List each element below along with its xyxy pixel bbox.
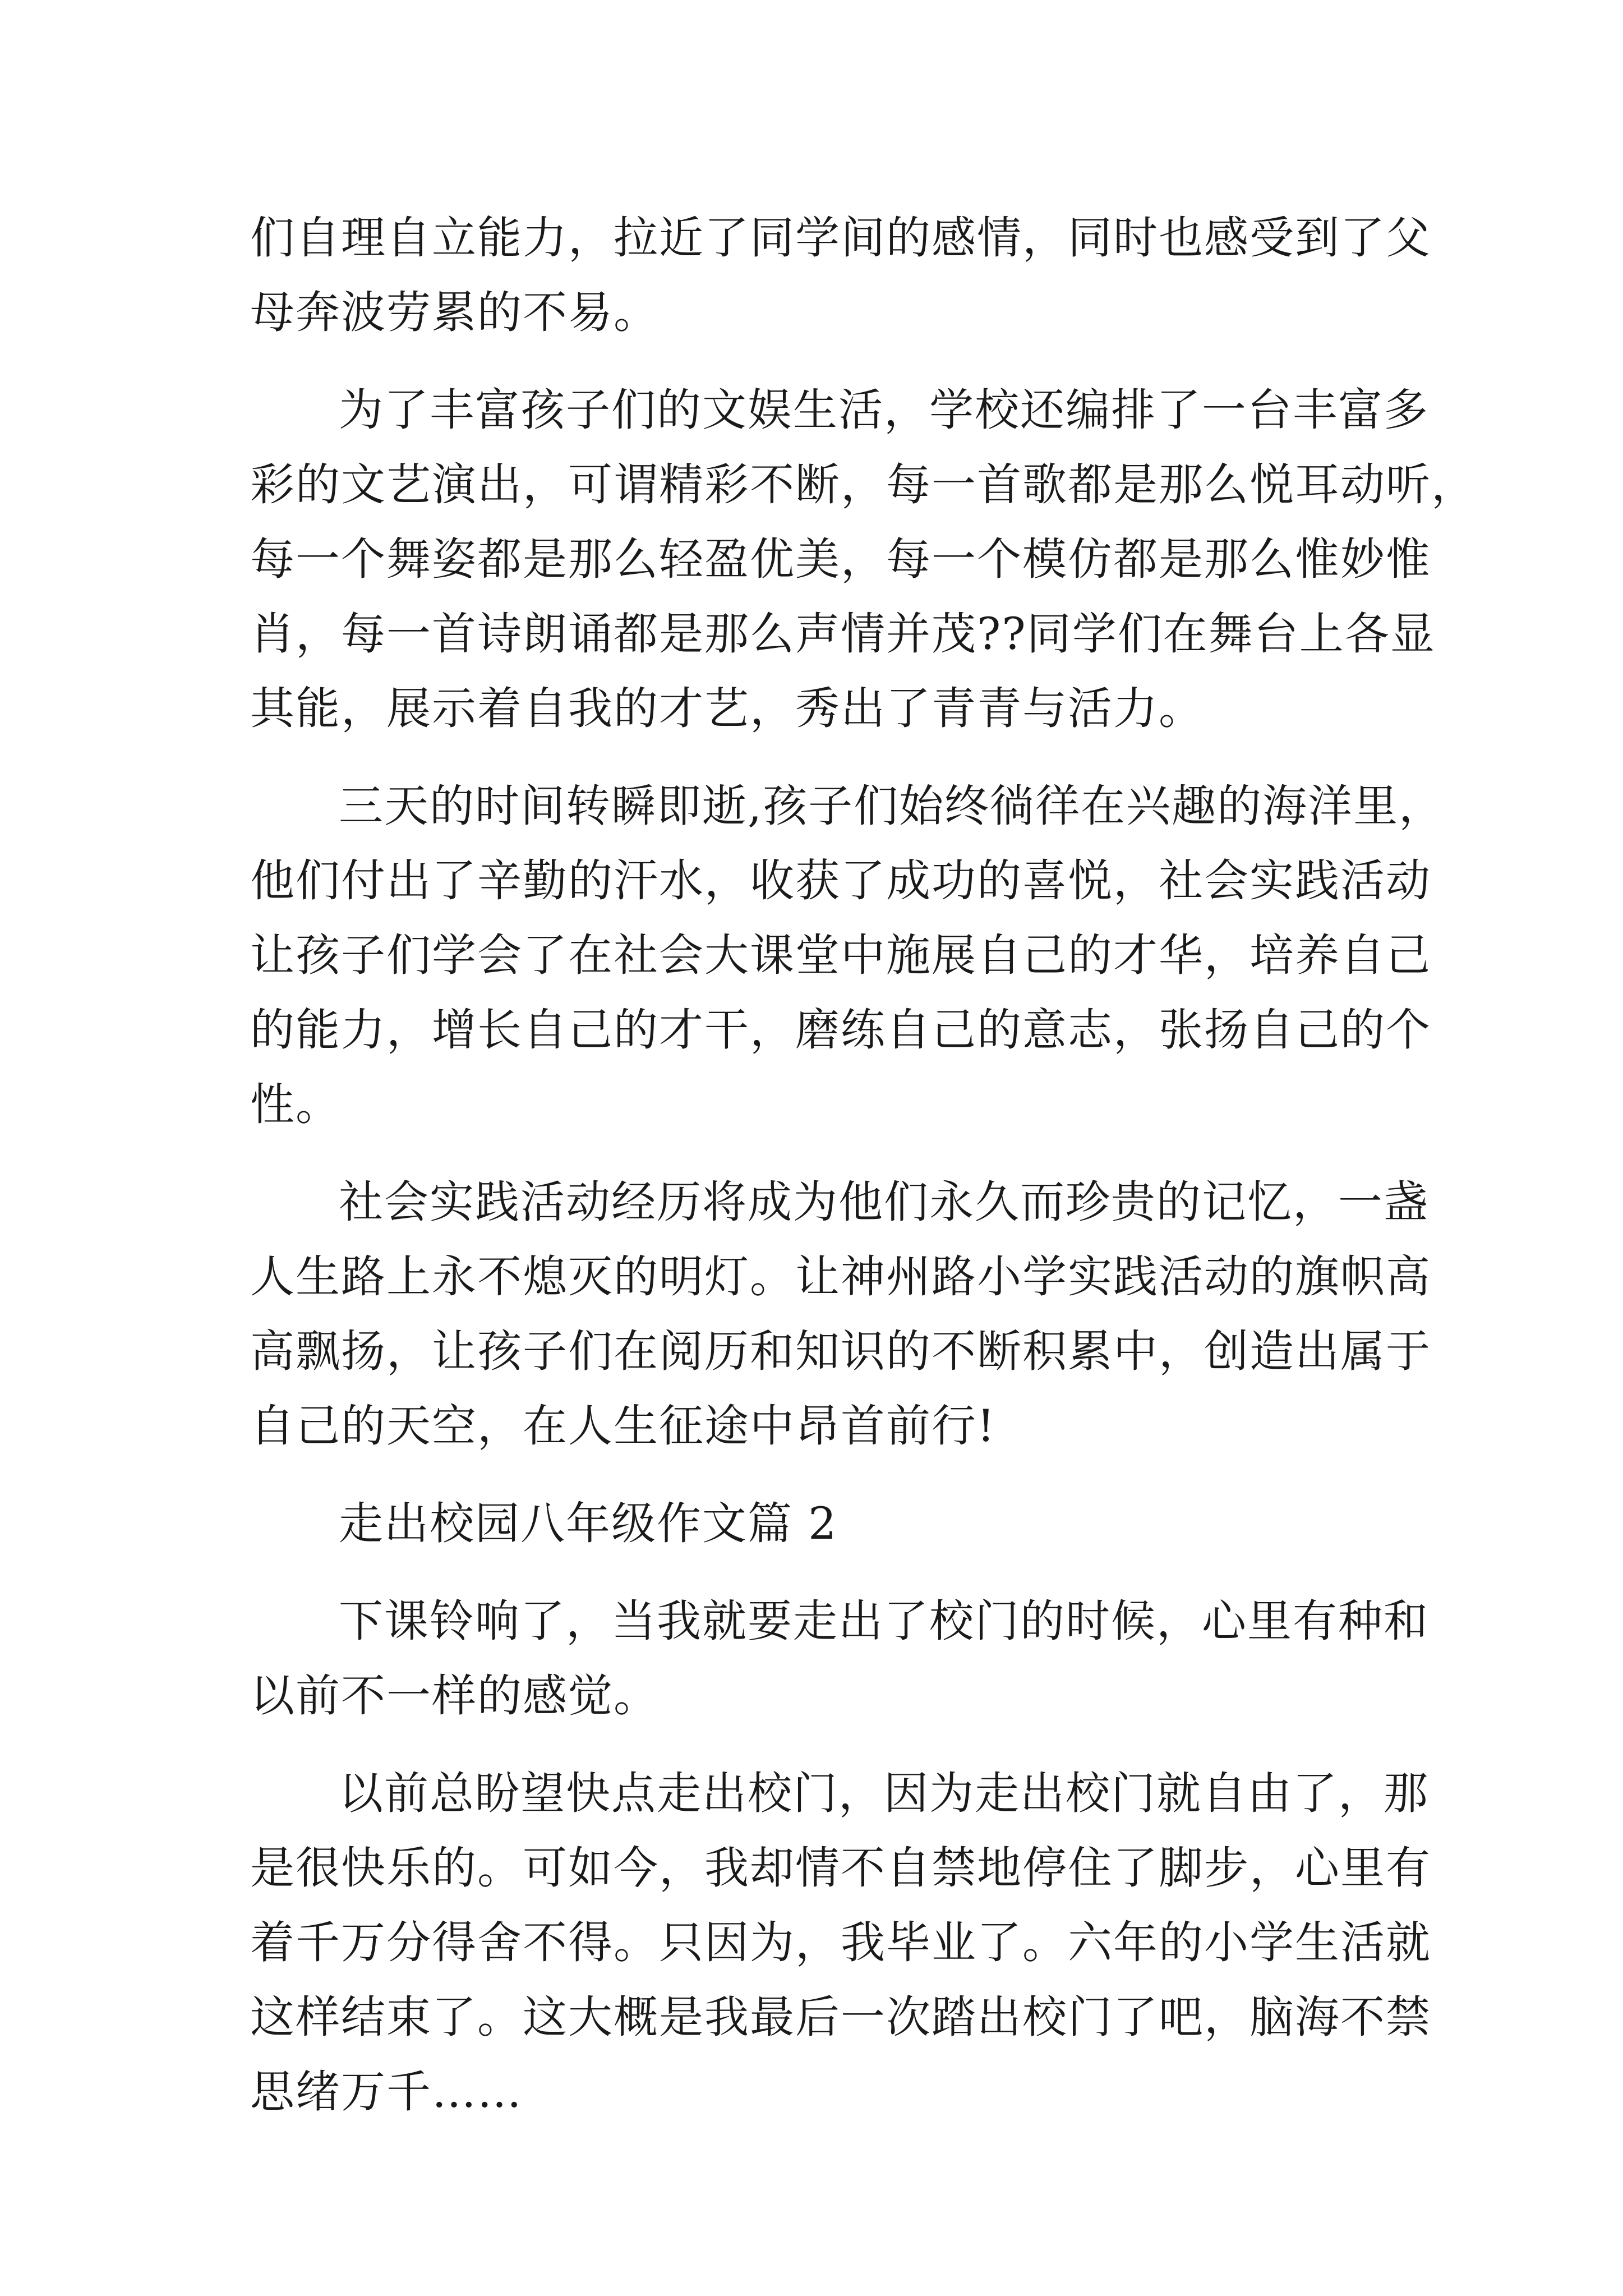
paragraph-line: 这样结束了。这大概是我最后一次踏出校门了吧，脑海不禁	[250, 1991, 1431, 2043]
paragraph-line: 让孩子们学会了在社会大课堂中施展自己的才华，培养自己	[250, 930, 1431, 981]
paragraph-line: 他们付出了辛勤的汗水，收获了成功的喜悦，社会实践活动	[250, 855, 1431, 907]
section-title: 走出校园八年级作文篇 2	[339, 1498, 838, 1549]
paragraph-line: 高飘扬，让孩子们在阅历和知识的不断积累中，创造出属于	[250, 1326, 1431, 1377]
paragraph	[250, 373, 1477, 746]
paragraph-line: 是很快乐的。可如今，我却情不自禁地停住了脚步，心里有	[250, 1842, 1431, 1894]
paragraph-line: 们自理自立能力，拉近了同学间的感情，同时也感受到了父	[250, 212, 1431, 264]
paragraph	[250, 1165, 1431, 1464]
paragraph-line: 以前总盼望快点走出校门，因为走出校门就自由了，那	[339, 1768, 1429, 1819]
paragraph	[250, 201, 1431, 350]
paragraph-line: 性。	[250, 1079, 341, 1130]
paragraph-line: 思绪万千……	[250, 2066, 523, 2118]
paragraph-line: 的能力，增长自己的才干，磨练自己的意志，张扬自己的个	[250, 1004, 1431, 1056]
paragraph-line: 为了丰富孩子们的文娱生活，学校还编排了一台丰富多	[339, 384, 1429, 436]
paragraph-line: 自己的天空，在人生征途中昂首前行!	[250, 1400, 996, 1452]
paragraph-line: 社会实践活动经历将成为他们永久而珍贵的记忆，一盏	[339, 1176, 1429, 1228]
paragraph-line: 三天的时间转瞬即逝,孩子们始终徜徉在兴趣的海洋里，	[339, 780, 1445, 832]
paragraph	[250, 769, 1445, 1142]
paragraph-line: 每一个舞姿都是那么轻盈优美，每一个模仿都是那么惟妙惟	[250, 533, 1431, 585]
paragraph-line: 人生路上永不熄灭的明灯。让神州路小学实践活动的旗帜高	[250, 1251, 1431, 1303]
paragraph-line: 着千万分得舍不得。只因为，我毕业了。六年的小学生活就	[250, 1917, 1431, 1968]
paragraph-line: 下课铃响了，当我就要走出了校门的时候，心里有种和	[339, 1595, 1429, 1647]
paragraph	[250, 1584, 1429, 1733]
document-body	[250, 201, 1477, 2129]
paragraph-line: 其能，展示着自我的才艺，秀出了青青与活力。	[250, 683, 1204, 734]
paragraph-line: 母奔波劳累的不易。	[250, 287, 659, 338]
paragraph-line: 彩的文艺演出，可谓精彩不断，每一首歌都是那么悦耳动听，	[250, 459, 1477, 510]
paragraph-line: 肖，每一首诗朗诵都是那么声情并茂??同学们在舞台上各显	[250, 608, 1436, 660]
paragraph	[250, 1756, 1431, 2129]
paragraph-line: 以前不一样的感觉。	[250, 1670, 659, 1722]
